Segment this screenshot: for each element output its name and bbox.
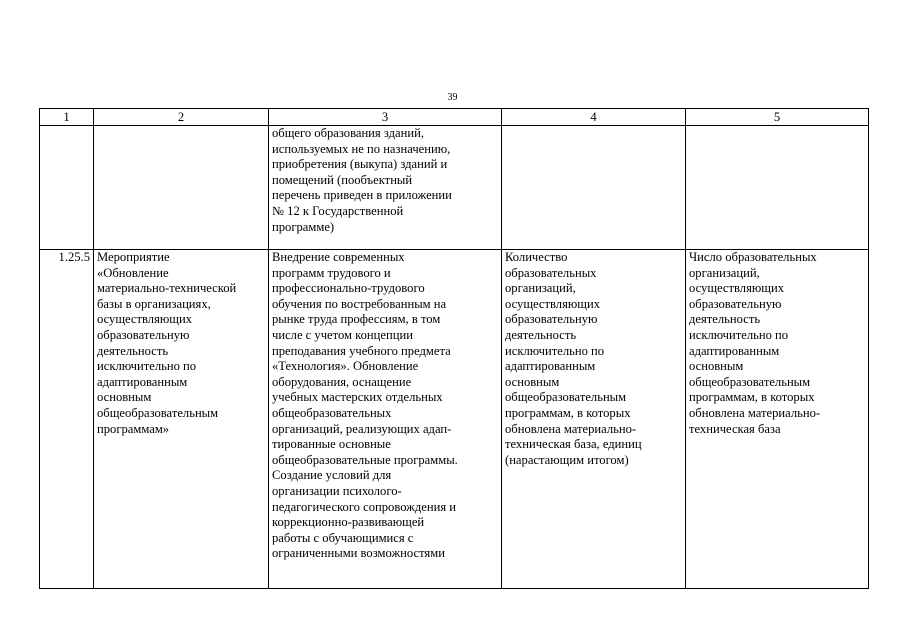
cell-activity: [94, 126, 269, 250]
cell-result: [686, 126, 869, 250]
cell-number: [40, 126, 94, 250]
column-header-1: 1: [40, 109, 94, 126]
column-header-3: 3: [269, 109, 502, 126]
table-row-continuation: [40, 126, 869, 250]
cell-indicator: Количество образовательных организаций, осуществляющих образовательную деятельность исключительно по адаптированным основным общеобразовательным программам, в которых обновлена материально- техническая база, единиц (нарастающим итогом): [502, 250, 686, 589]
table-row-1-25-5: [40, 250, 869, 589]
cell-result: Число образовательных организаций, осуществляющих образовательную деятельность исключительно по адаптированным основным общеобразовательным программам, в которых обновлена материально- техническая база: [686, 250, 869, 589]
cell-indicator: [502, 126, 686, 250]
cell-description: Внедрение современных программ трудового и профессионально-трудового обучения по востребованным на рынке труда профессиям, в том числе с учетом концепции преподавания учебного предмета «Технология». Обновление оборудования, оснащение учебных мастерских отдельных общеобразовательных организаций, реализующих адап- тированные основные общеобразовательные программы. Создание условий для организации психолого- педагогического сопровождения и коррекционно-развивающей работы с обучающимися с ограниченными возможностями: [269, 250, 502, 589]
page-number: 39: [447, 92, 458, 103]
column-header-4: 4: [502, 109, 686, 126]
column-header-2: 2: [94, 109, 269, 126]
cell-description: общего образования зданий, используемых не по назначению, приобретения (выкупа) зданий и помещений (пообъектный перечень приведен в приложении № 12 к Государственной программе): [269, 126, 502, 250]
document-table: [39, 108, 869, 589]
cell-activity: Мероприятие «Обновление материально-технической базы в организациях, осуществляющих образовательную деятельность исключительно по адаптированным основным общеобразовательным программам»: [94, 250, 269, 589]
table-header-row: [40, 109, 869, 126]
cell-number: 1.25.5: [40, 250, 94, 589]
column-header-5: 5: [686, 109, 869, 126]
